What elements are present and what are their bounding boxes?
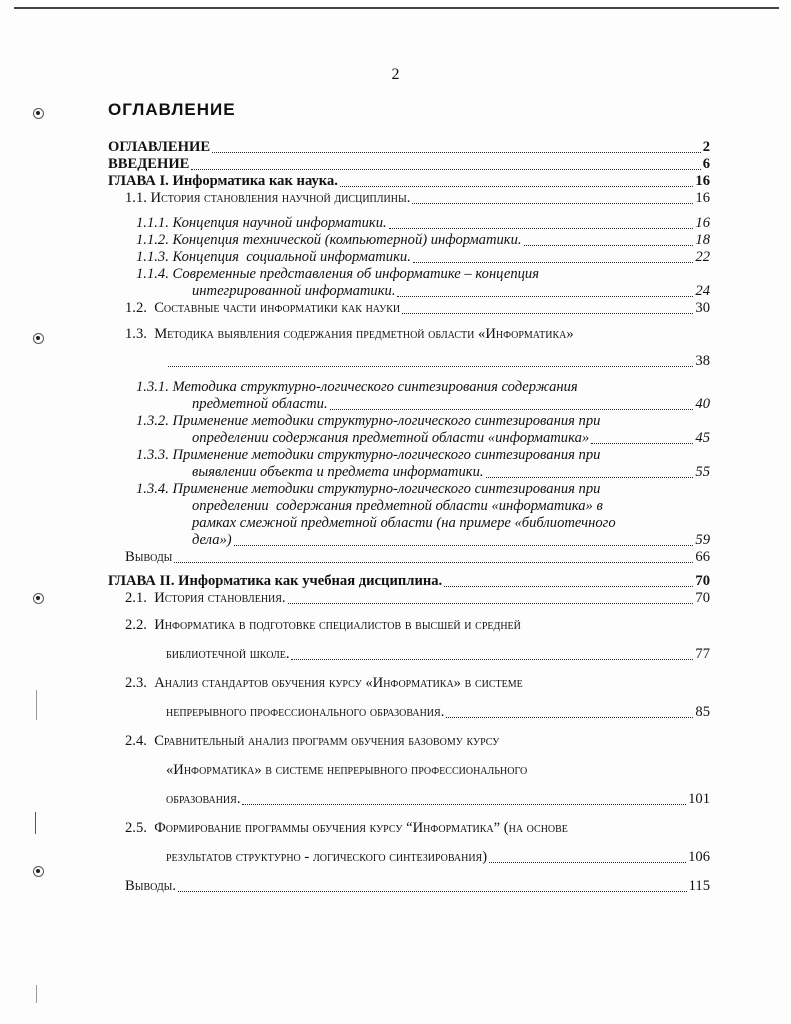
toc-entry-line[interactable] — [108, 481, 710, 498]
toc-entry-title: 1.1.1. Концепция научной информатики. — [136, 215, 387, 231]
toc-entry-page: 55 — [695, 464, 710, 480]
toc-entry-page: 30 — [695, 300, 710, 316]
toc-entry[interactable] — [108, 300, 710, 317]
toc-entry[interactable] — [108, 849, 710, 866]
toc-entry-title: 1.1.3. Концепция социальной информатики. — [136, 249, 411, 265]
toc-entry-title: дела») — [192, 532, 232, 548]
toc-entry[interactable] — [108, 249, 710, 266]
toc-entry-title: 1.1. История становления научной дисциплины. — [125, 190, 411, 206]
toc-entry-page: 24 — [695, 283, 710, 299]
toc-entry-line[interactable] — [108, 266, 710, 283]
dot-leader — [288, 602, 694, 604]
dot-leader — [234, 544, 694, 546]
toc-entry-line[interactable] — [108, 413, 710, 430]
dot-leader — [191, 168, 700, 170]
page-number: 2 — [391, 66, 400, 83]
toc-entry-page: 38 — [695, 353, 710, 369]
toc-entry[interactable] — [108, 396, 710, 413]
dot-leader — [389, 227, 694, 229]
dot-leader — [168, 365, 693, 367]
punch-hole-icon — [33, 866, 44, 877]
toc-entry-title: выявлении объекта и предмета информатики. — [192, 464, 484, 480]
toc-entry-title: 1.1.4. Современные представления об информатике – концепция — [136, 266, 539, 282]
toc-entry-title: 2.1. История становления. — [125, 590, 286, 606]
toc-entry-title: рамках смежной предметной области (на примере «библиотечного — [192, 515, 616, 531]
toc-entry-title: 1.3.2. Применение методики структурно-логического синтезирования при — [136, 413, 601, 429]
toc-entry[interactable] — [108, 156, 710, 173]
toc-entry-line[interactable] — [108, 762, 710, 779]
toc-entry[interactable] — [108, 173, 710, 190]
dot-leader — [402, 312, 693, 314]
toc-entry-page: 40 — [695, 396, 710, 412]
toc-entry-line[interactable] — [108, 447, 710, 464]
toc-entry-title: ГЛАВА I. Информатика как наука. — [108, 173, 338, 189]
dot-leader — [397, 295, 693, 297]
dot-leader — [489, 861, 686, 863]
toc-entry[interactable] — [108, 646, 710, 663]
toc-entry-line[interactable] — [108, 498, 710, 515]
scan-mark — [35, 812, 36, 834]
toc-entry[interactable] — [108, 704, 710, 721]
toc-entry[interactable] — [108, 190, 710, 207]
toc-entry-title: образования. — [166, 791, 241, 807]
toc-entry-title: 1.3.1. Методика структурно-логического синтезирования содержания — [136, 379, 578, 395]
toc-entry-title: 1.3.3. Применение методики структурно-логического синтезирования при — [136, 447, 601, 463]
toc-entry-title: результатов структурно - логического синтезирования) — [166, 849, 488, 865]
toc-entry-title: «Информатика» в системе непрерывного профессионального — [166, 762, 528, 778]
toc-entry[interactable] — [108, 215, 710, 232]
dot-leader — [291, 658, 693, 660]
toc-entry-line[interactable] — [108, 820, 710, 837]
toc-entry[interactable] — [108, 139, 710, 156]
dot-leader — [412, 202, 693, 204]
toc-entry-title: библиотечной школе. — [166, 646, 290, 662]
toc-entry-page: 115 — [688, 878, 710, 894]
toc-entry-title: 2.3. Анализ стандартов обучения курсу «Информатика» в системе — [125, 675, 523, 691]
toc-entry[interactable] — [108, 464, 710, 481]
toc-entry-title: 2.2. Информатика в подготовке специалистов в высшей и средней — [125, 617, 521, 633]
toc-entry-page: 16 — [695, 190, 710, 206]
toc-entry[interactable] — [108, 549, 710, 566]
toc-entry-title: 1.2. Составные части информатики как науки — [125, 300, 401, 316]
toc-entry-page: 6 — [702, 156, 710, 172]
punch-hole-icon — [33, 593, 44, 604]
toc-entry-line[interactable] — [108, 617, 710, 634]
toc-entry-page: 101 — [688, 791, 710, 807]
toc-entry-title: 1.3. Методика выявления содержания предметной области «Информатика» — [125, 326, 574, 342]
toc-entry-title: Выводы. — [125, 878, 177, 894]
toc-entry[interactable] — [108, 590, 710, 607]
page-title: ОГЛАВЛЕНИЕ — [108, 100, 236, 119]
toc-entry-page: 66 — [695, 549, 710, 565]
dot-leader — [524, 244, 694, 246]
toc-entry-title: ОГЛАВЛЕНИЕ — [108, 139, 211, 155]
dot-leader — [444, 585, 693, 587]
toc-entry-title: определении содержания предметной области «информатика» в — [192, 498, 603, 514]
toc-entry-line[interactable] — [108, 733, 710, 750]
dot-leader — [446, 716, 693, 718]
dot-leader — [174, 561, 693, 563]
dot-leader — [591, 442, 693, 444]
toc-entry[interactable] — [108, 353, 710, 370]
toc-entry-page: 22 — [695, 249, 710, 265]
toc-entry-page: 59 — [695, 532, 710, 548]
toc-entry-title: Выводы — [125, 549, 173, 565]
toc-entry-page: 16 — [695, 173, 710, 189]
toc-entry-page: 85 — [695, 704, 710, 720]
toc-entry-page: 18 — [695, 232, 710, 248]
toc-entry[interactable] — [108, 430, 710, 447]
toc-entry-line[interactable] — [108, 379, 710, 396]
toc-entry[interactable] — [108, 283, 710, 300]
toc-entry-title: 2.5. Формирование программы обучения курсу “Информатика” (на основе — [125, 820, 568, 836]
toc-entry-title: 1.1.2. Концепция технической (компьютерной) информатики. — [136, 232, 522, 248]
toc-entry-line[interactable] — [108, 326, 710, 343]
dot-leader — [330, 408, 694, 410]
dot-leader — [340, 185, 693, 187]
dot-leader — [178, 890, 687, 892]
toc-entry[interactable] — [108, 232, 710, 249]
toc-entry-line[interactable] — [108, 675, 710, 692]
toc-entry-title: 1.3.4. Применение методики структурно-логического синтезирования при — [136, 481, 601, 497]
toc-entry-title: определении содержания предметной области «информатика» — [192, 430, 590, 446]
punch-hole-icon — [33, 333, 44, 344]
punch-hole-icon — [33, 108, 44, 119]
toc-entry[interactable] — [108, 532, 710, 549]
toc-entry-page: 77 — [695, 646, 710, 662]
dot-leader — [212, 151, 701, 153]
toc-entry-title: непрерывного профессионального образования. — [166, 704, 445, 720]
dot-leader — [242, 803, 686, 805]
toc-entry-page: 2 — [702, 139, 710, 155]
toc-entry-page: 70 — [695, 590, 710, 606]
dot-leader — [486, 476, 694, 478]
scan-mark — [36, 985, 37, 1003]
toc-entry-title: ГЛАВА II. Информатика как учебная дисциплина. — [108, 573, 443, 589]
scan-mark — [36, 690, 37, 720]
toc-entry[interactable] — [108, 791, 710, 808]
toc-entry-title: интегрированной информатики. — [192, 283, 396, 299]
toc-entry-title: 2.4. Сравнительный анализ программ обучения базовому курсу — [125, 733, 500, 749]
toc-entry-title: ВВЕДЕНИЕ — [108, 156, 190, 172]
toc-entry-page: 70 — [695, 573, 710, 589]
top-border-line — [14, 7, 779, 9]
toc-entry-page: 16 — [695, 215, 710, 231]
dot-leader — [413, 261, 694, 263]
toc-entry[interactable] — [108, 573, 710, 590]
toc-entry-page: 106 — [688, 849, 710, 865]
toc-entry[interactable] — [108, 878, 710, 895]
toc-entry-page: 45 — [695, 430, 710, 446]
toc-entry-title: предметной области. — [192, 396, 328, 412]
toc-entry-line[interactable] — [108, 515, 710, 532]
table-of-contents — [108, 139, 710, 895]
